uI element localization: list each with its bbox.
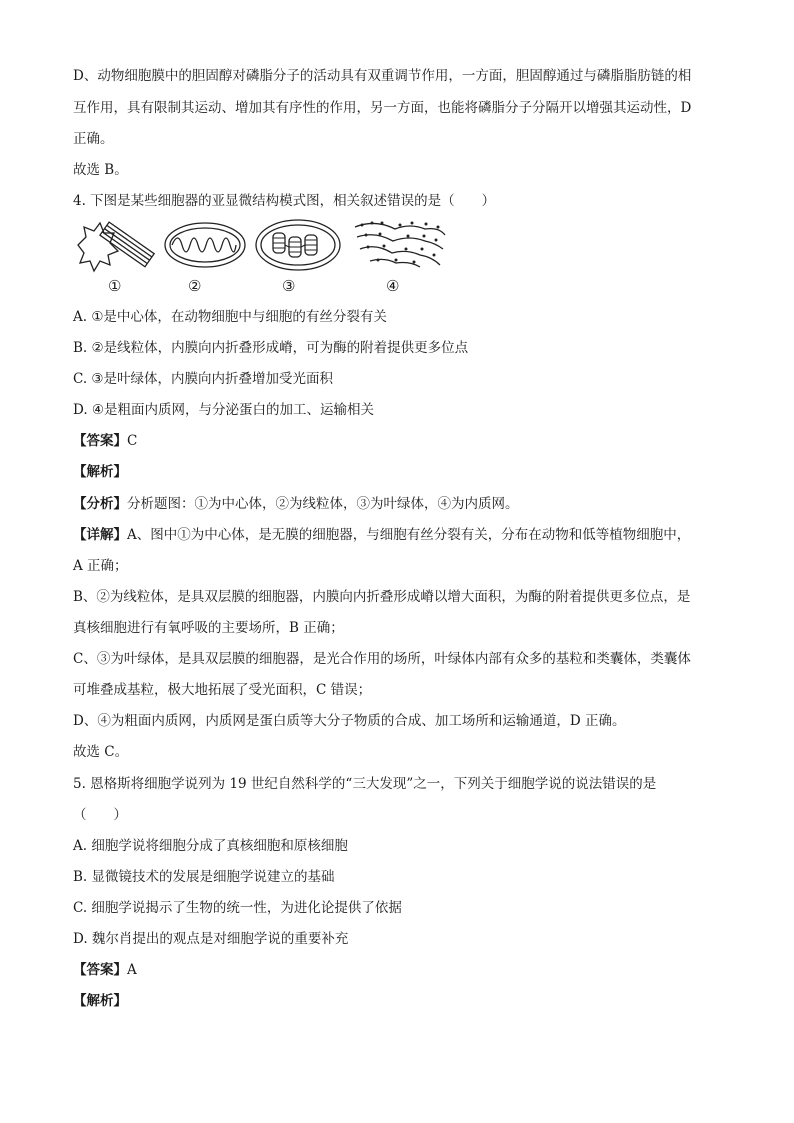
q4-detail-c-line1: C、③为叶绿体，是具双层膜的细胞器，是光合作用的场所，叶绿体内部有众多的基粒和类囊体，类囊体 <box>73 651 691 667</box>
q5-stem-line1: 5. 恩格斯将细胞学说列为 19 世纪自然科学的“三大发现”之一，下列关于细胞学说的说法错误的是 <box>73 776 657 792</box>
q5-analysis-tag: 【解析】 <box>73 993 127 1009</box>
xiangjie-tag: 【详解】 <box>73 527 127 543</box>
q4-detail-a-line2: A 正确； <box>73 558 128 574</box>
fenxi-tag: 【分析】 <box>73 496 127 512</box>
figure-label-4: ④ <box>386 277 400 295</box>
fenxi-text: 分析题图：①为中心体，②为线粒体，③为叶绿体，④为内质网。 <box>127 496 519 512</box>
q3-conclusion: 故选 B。 <box>73 162 128 178</box>
figure-label-2: ② <box>188 277 202 295</box>
q3-option-d-explanation-line1: D、动物细胞膜中的胆固醇对磷脂分子的活动具有双重调节作用，一方面，胆固醇通过与磷脂脂肪链的相 <box>73 68 692 84</box>
q4-analysis-tag: 【解析】 <box>73 464 127 480</box>
figure-label-1: ① <box>108 277 122 295</box>
q4-fenxi <box>73 494 519 514</box>
q4-detail-d-line1: D、④为粗面内质网，内质网是蛋白质等大分子物质的合成、加工场所和运输通道，D 正确。 <box>73 713 626 729</box>
answer-tag: 【答案】 <box>73 962 127 978</box>
q4-detail-a-line1 <box>73 525 690 545</box>
q4-conclusion: 故选 C。 <box>73 744 129 760</box>
answer-tag: 【答案】 <box>73 433 127 449</box>
answer-value: A <box>127 962 137 978</box>
q3-option-d-explanation-line2: 互作用，具有限制其运动、增加其有序性的作用，另一方面，也能将磷脂分子分隔开以增强其运动性，D <box>73 100 692 116</box>
q5-stem-line2: （ ） <box>73 807 127 823</box>
organelle-drawings <box>70 215 460 275</box>
organelle-figure <box>70 215 460 300</box>
q3-option-d-explanation-line3: 正确。 <box>73 131 114 147</box>
q5-option-a: A. 细胞学说将细胞分成了真核细胞和原核细胞 <box>73 838 348 854</box>
q4-option-b: B. ②是线粒体，内膜向内折叠形成嵴，可为酶的附着提供更多位点 <box>73 340 469 356</box>
q4-stem: 4. 下图是某些细胞器的亚显微结构模式图，相关叙述错误的是（ ） <box>73 193 496 209</box>
q4-detail-b-line2: 真核细胞进行有氧呼吸的主要场所，B 正确； <box>73 620 344 636</box>
q4-answer <box>73 431 137 451</box>
q5-option-c: C. 细胞学说揭示了生物的统一性，为进化论提供了依据 <box>73 900 402 916</box>
q4-detail-b-line1: B、②为线粒体，是具双层膜的细胞器，内膜向内折叠形成嵴以增大面积，为酶的附着提供更多位点，是 <box>73 589 691 605</box>
q5-option-b: B. 显微镜技术的发展是细胞学说建立的基础 <box>73 869 335 885</box>
answer-value: C <box>127 433 138 449</box>
mitochondrion-drawing <box>165 223 245 267</box>
figure-label-3: ③ <box>282 277 296 295</box>
q5-answer <box>73 960 137 980</box>
q4-option-c: C. ③是叶绿体，内膜向内折叠增加受光面积 <box>73 371 334 387</box>
q4-detail-c-line2: 可堆叠成基粒，极大地拓展了受光面积，C 错误； <box>73 682 372 698</box>
chloroplast-drawing <box>256 220 340 270</box>
q5-option-d: D. 魏尔肖提出的观点是对细胞学说的重要补充 <box>73 931 349 947</box>
rough-er-drawing <box>355 222 445 268</box>
detail-a-text: A、图中①为中心体，是无膜的细胞器，与细胞有丝分裂有关，分布在动物和低等植物细胞中， <box>127 527 691 543</box>
centriole-drawing <box>78 222 154 271</box>
q4-option-d: D. ④是粗面内质网，与分泌蛋白的加工、运输相关 <box>73 402 375 418</box>
q4-option-a: A. ①是中心体，在动物细胞中与细胞的有丝分裂有关 <box>73 309 387 325</box>
